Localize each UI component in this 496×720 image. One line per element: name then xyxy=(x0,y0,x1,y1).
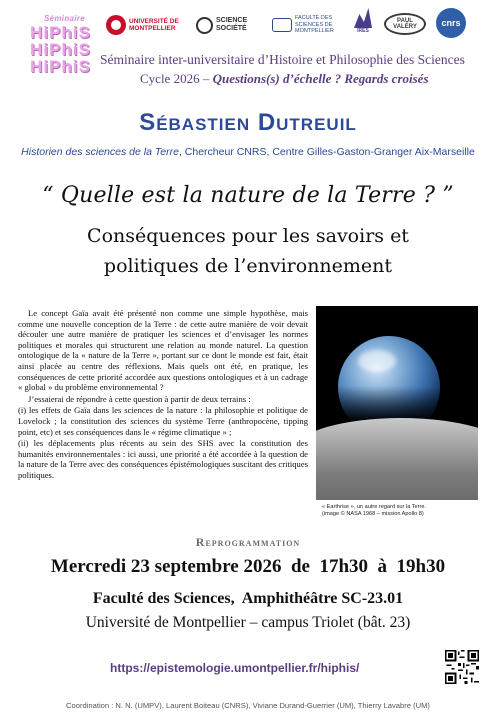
seminar-title: Séminaire inter-universitaire d’Histoire et Philosophie des Sciences xyxy=(100,52,465,67)
science-societe-icon xyxy=(196,17,213,34)
hiphis-line-2: HiPhiS xyxy=(30,40,91,59)
talk-subtitle: Conséquences pour les savoirs et politiques de l’environnement xyxy=(87,225,409,277)
cnrs-logo-text: cnrs xyxy=(436,8,466,38)
talk-title: “ Quelle est la nature de la Terre ? ” xyxy=(42,183,454,208)
abstract-paragraph-1: Le concept Gaïa avait été présenté non comme une simple hypothèse, mais comme une nouvelle conception de la Terre : de cette autre manière de voir devait découler une autre manière de pratiquer les sciences et d’envisager les normes politiques et morales qui structurent une relation au monde naturel. La question ontologique de la « nature de la Terre », portant sur ce dont le monde est fait, était ainsi placée au centre des réflexions. Mais quels ont été, en pratique, les conséquences de cette priorité accordée aux questions ontologiques et à un cadrage « global » du problème environnemental ? xyxy=(18,308,308,393)
ires-logo-icon xyxy=(354,8,372,28)
hiphis-logo xyxy=(30,6,94,78)
fds-logo-icon xyxy=(272,18,292,32)
ires-logo xyxy=(354,8,372,34)
cycle-prefix: Cycle 2026 – xyxy=(140,71,213,86)
hiphis-line-3: HiPhiS xyxy=(30,57,91,76)
cycle-theme: Questions(s) d’échelle ? Regards croisés xyxy=(212,71,429,86)
abstract-item-2: (ii) les déplacements plus récents au sein des SHS avec la constitution des humanités environnementales : ici aussi, une priorité a été accordée à la question de la nature de la Terre avec des conséquences épistémologiques suscitant des critiques politiques. xyxy=(18,438,308,480)
caption-line-1: « Earthrise », un autre regard sur la Terre. xyxy=(322,504,427,510)
speaker-affiliation xyxy=(0,146,496,158)
um-logo-text: UNIVERSITÉ DE MONTPELLIER xyxy=(129,18,179,32)
speaker-name: Sébastien Dutreuil xyxy=(139,109,357,136)
abstract xyxy=(18,308,308,482)
universite-montpellier-logo xyxy=(106,12,193,38)
ires-logo-text: IRES xyxy=(357,28,369,34)
science-societe-text: SCIENCE SOCIÉTÉ xyxy=(216,17,248,32)
speaker-institution: , Chercheur CNRS, Centre Gilles-Gaston-Granger Aix-Marseille xyxy=(178,146,475,158)
abstract-paragraph-2: J’essaierai de répondre à cette question à partir de deux terrains : xyxy=(28,393,251,404)
image-caption xyxy=(322,504,482,518)
event-venue: Faculté des Sciences, Amphithéâtre SC-23.01 xyxy=(92,590,404,607)
coordination-footer: Coordination : N. N. (UMPV), Laurent Boiteau (CNRS), Viviane Durand-Guerrier (UM), Thierry Lavabre (UM) xyxy=(66,701,430,710)
hiphis-line-1: HiPhiS xyxy=(30,23,91,42)
paul-valery-logo-text: PAUL VALÉRY xyxy=(384,13,426,35)
moon-surface xyxy=(316,418,478,500)
faculte-sciences-logo xyxy=(272,12,347,38)
fds-logo-text: FACULTÉ DES SCIENCES DE MONTPELLIER xyxy=(295,15,334,35)
science-societe-logo xyxy=(196,12,262,38)
seminaire-label: Séminaire xyxy=(44,14,85,23)
cnrs-logo xyxy=(436,10,466,36)
event-date-time: Mercredi 23 septembre 2026 de 17h30 à 19h30 xyxy=(50,556,446,577)
cycle-line xyxy=(140,71,490,87)
um-logo-icon xyxy=(106,15,126,35)
event-campus: Université de Montpellier – campus Triolet (bât. 23) xyxy=(85,614,411,631)
reprogrammation-label: Reprogrammation xyxy=(195,535,301,549)
paul-valery-logo xyxy=(384,11,426,37)
abstract-item-1: (i) les effets de Gaïa dans les sciences de la nature : la philosophie et politique de Lovelock ; la constitution des sciences du système Terre (anthropocène, tipping point, etc) et ses conséquences dans le « régime climatique » ; xyxy=(18,405,308,437)
earthrise-image xyxy=(316,306,478,500)
event-url-link[interactable]: https://epistemologie.umontpellier.fr/hiphis/ xyxy=(110,661,360,675)
caption-line-2: (image © NASA 1968 – mission Apollo 8) xyxy=(322,511,424,517)
speaker-role: Historien des sciences de la Terre xyxy=(21,146,179,158)
qr-code-icon[interactable] xyxy=(445,650,479,684)
